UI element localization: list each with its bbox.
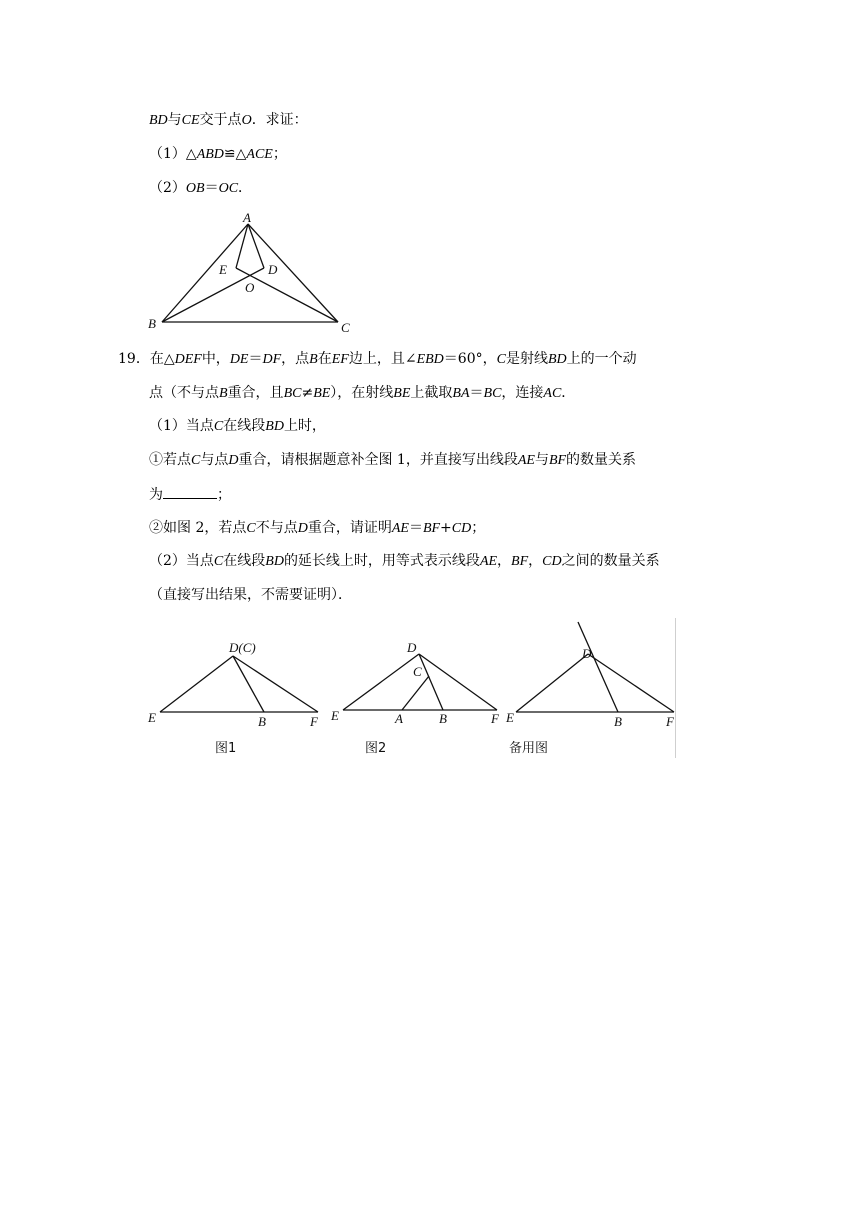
label-D: D xyxy=(268,262,278,277)
label-B: B xyxy=(614,714,622,729)
label-E: E xyxy=(219,262,227,277)
label-A: A xyxy=(243,210,251,225)
label-F: F xyxy=(666,714,674,729)
label-B: B xyxy=(258,714,266,729)
label-D: D xyxy=(582,646,592,661)
figure-backup-caption: 备用图 xyxy=(509,741,549,756)
line-AD xyxy=(248,224,264,268)
label-E: E xyxy=(506,710,514,725)
line-DF xyxy=(588,654,674,712)
label-DC: D(C) xyxy=(229,640,256,655)
line-AC xyxy=(248,224,338,322)
q19-part2-note: （直接写出结果，不需要证明）． xyxy=(149,587,352,603)
figure-1 xyxy=(140,630,335,730)
q19-line1: 19．在△DEF中，DE＝DF，点B在EF边上，且∠EBD＝60°，C是射线BD上的一个动 xyxy=(118,351,637,367)
line-ED xyxy=(343,654,419,710)
label-E: E xyxy=(331,708,339,723)
line-ED xyxy=(516,654,588,712)
label-F: F xyxy=(310,714,318,729)
label-F: F xyxy=(491,711,499,726)
q19-answer-line: 为 ； xyxy=(149,484,231,505)
label-A: A xyxy=(395,711,403,726)
ray-BD xyxy=(578,622,618,712)
q19-part1-sub2: ②如图 2，若点C不与点D重合，请证明AE＝BF+CD； xyxy=(149,520,486,536)
q18-triangle-figure xyxy=(140,210,360,340)
label-B: B xyxy=(439,711,447,726)
line-DF xyxy=(233,656,318,712)
figure-1-caption: 图1 xyxy=(215,741,237,756)
q19-line2: 点（不与点B重合，且BC≠BE），在射线BE上截取BA＝BC，连接AC． xyxy=(149,385,576,401)
line-AB xyxy=(162,224,248,322)
line-ED xyxy=(160,656,233,712)
label-O: O xyxy=(245,280,255,295)
label-C: C xyxy=(341,320,350,335)
label-E: E xyxy=(148,710,156,725)
q19-part1-intro: （1）当点C在线段BD上时， xyxy=(149,418,326,434)
q19-part1-sub1: ①若点C与点D重合，请根据题意补全图 1，并直接写出线段AE与BF的数量关系 xyxy=(149,452,637,468)
q19-part2: （2）当点C在线段BD的延长线上时，用等式表示线段AE，BF，CD之间的数量关系 xyxy=(149,553,660,569)
line-BD xyxy=(162,268,264,322)
q18-part2: （2）OB＝OC． xyxy=(149,180,253,196)
figure-2 xyxy=(325,630,510,730)
line-DB xyxy=(233,656,264,712)
line-CA xyxy=(402,676,429,710)
q18-part1: （1）△ABD≌△ACE； xyxy=(149,146,287,162)
label-C: C xyxy=(413,664,422,679)
figure-border xyxy=(675,618,676,758)
label-D: D xyxy=(407,640,417,655)
answer-blank[interactable] xyxy=(163,484,217,499)
q18-statement: BD与CE交于点O．求证： xyxy=(149,112,308,128)
line-CE xyxy=(236,268,338,322)
label-B: B xyxy=(148,316,156,331)
figure-2-caption: 图2 xyxy=(365,741,387,756)
